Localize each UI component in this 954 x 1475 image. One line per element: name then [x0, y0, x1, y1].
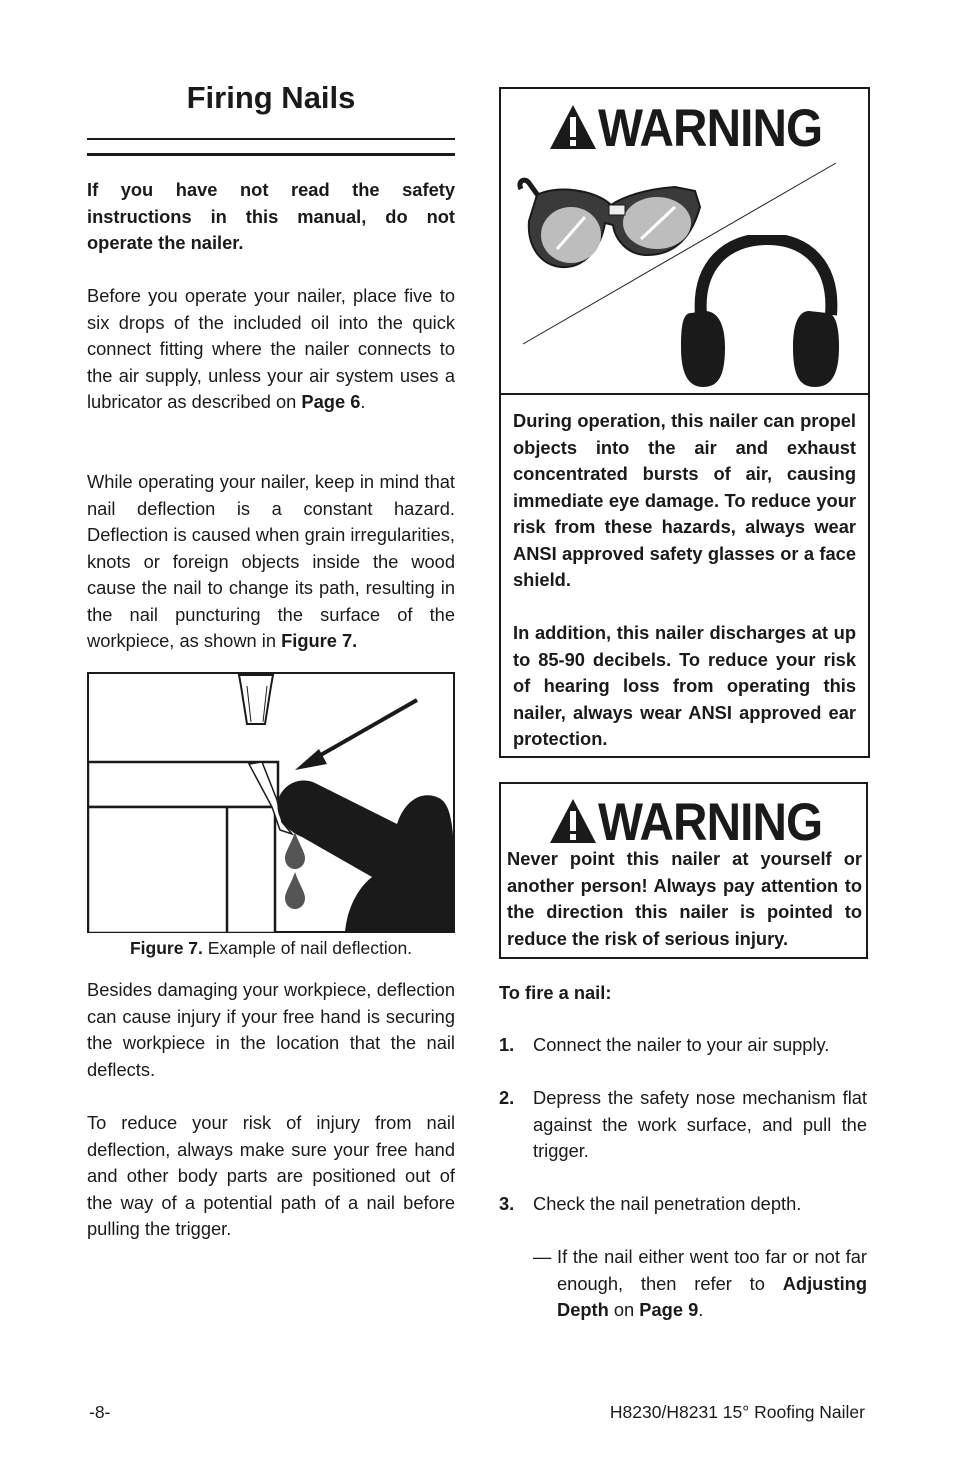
step-3-text: Check the nail penetration depth.	[533, 1193, 802, 1214]
figure-7-reference: Figure 7.	[281, 630, 358, 651]
title-rule-top	[87, 138, 455, 140]
oil-paragraph-end: .	[360, 391, 366, 412]
page-6-reference: Page 6	[301, 391, 361, 412]
intro-warning-text: If you have not read the safety instructions in this manual, do not operate the nailer.	[87, 179, 455, 253]
sub-step-text-end: .	[698, 1299, 704, 1320]
figure-7-illustration	[87, 672, 455, 933]
step-2-text: Depress the safety nose mechanism flat against the work surface, and pull the trigger.	[533, 1087, 867, 1161]
oil-paragraph-text: Before you operate your nailer, place five to six drops of the included oil into the quick connect fitting where the nailer connects to the air supply, unless your air system uses a lubricator as described on	[87, 285, 455, 412]
title-rule-bottom	[87, 153, 455, 156]
warning-triangle-icon	[548, 797, 598, 850]
page-number: -8-	[89, 1402, 111, 1422]
oil-paragraph	[87, 283, 455, 416]
sub-step-text-mid: on	[608, 1299, 640, 1320]
hand-placement-paragraph: To reduce your risk of injury from nail deflection, always make sure your free hand and other body parts are positioned out of the way of a potential path of a nail before pulling the trigger.	[87, 1112, 455, 1239]
warning-divider	[501, 393, 868, 395]
eye-hazard-warning: During operation, this nailer can propel objects into the air and exhaust concentrated bursts of air, causing immediate eye damage. To reduce your risk from these hazards, always wear ANSI approved safety glasses or a face shield.	[513, 410, 856, 590]
safety-glasses-icon	[515, 177, 705, 277]
injury-paragraph: Besides damaging your workpiece, deflection can cause injury if your free hand is securing the workpiece in the location that the nail deflects.	[87, 979, 455, 1080]
figure-7-caption-text: Example of nail deflection.	[202, 938, 413, 958]
sub-step-text	[557, 1244, 867, 1324]
figure-7-caption	[87, 938, 455, 959]
warning-heading: WARNING	[598, 99, 823, 158]
steps-heading: To fire a nail:	[499, 982, 612, 1003]
pointing-warning-text: Never point this nailer at yourself or another person! Always pay attention to the direction this nailer is pointed to reduce the risk of serious injury.	[507, 848, 862, 949]
adjusting-depth-reference: Adjusting Depth	[557, 1272, 867, 1320]
step-1-text: Connect the nailer to your air supply.	[533, 1034, 830, 1055]
deflection-paragraph-text: While operating your nailer, keep in mind that nail deflection is a constant hazard. Deflection is caused when grain irregularities, knots or foreign objects inside the wood cause the nail to change its path, resulting in the nail puncturing the surface of the workpiece, as shown in	[87, 471, 455, 651]
step-2-number: 2.	[499, 1087, 515, 1108]
product-name: H8230/H8231 15° Roofing Nailer	[609, 1402, 865, 1422]
warning-triangle-icon	[548, 103, 598, 156]
warning-heading: WARNING	[598, 793, 823, 852]
warning-box-eye-ear	[499, 87, 870, 758]
hearing-hazard-warning: In addition, this nailer discharges at up to 85-90 decibels. To reduce your risk of hearing loss from operating this nailer, always wear ANSI approved ear protection.	[513, 622, 856, 749]
warning-box-pointing	[499, 782, 868, 959]
page-9-reference: Page 9	[639, 1299, 699, 1320]
sub-step-text-main: If the nail either went too far or not far enough, then refer to	[557, 1246, 867, 1294]
sub-step-dash: —	[533, 1246, 552, 1267]
step-1-number: 1.	[499, 1034, 515, 1055]
step-3-number: 3.	[499, 1193, 515, 1214]
ear-muffs-icon	[679, 235, 849, 395]
page-title: Firing Nails	[186, 80, 356, 115]
deflection-paragraph	[87, 469, 455, 655]
figure-7-label: Figure 7.	[129, 938, 203, 958]
